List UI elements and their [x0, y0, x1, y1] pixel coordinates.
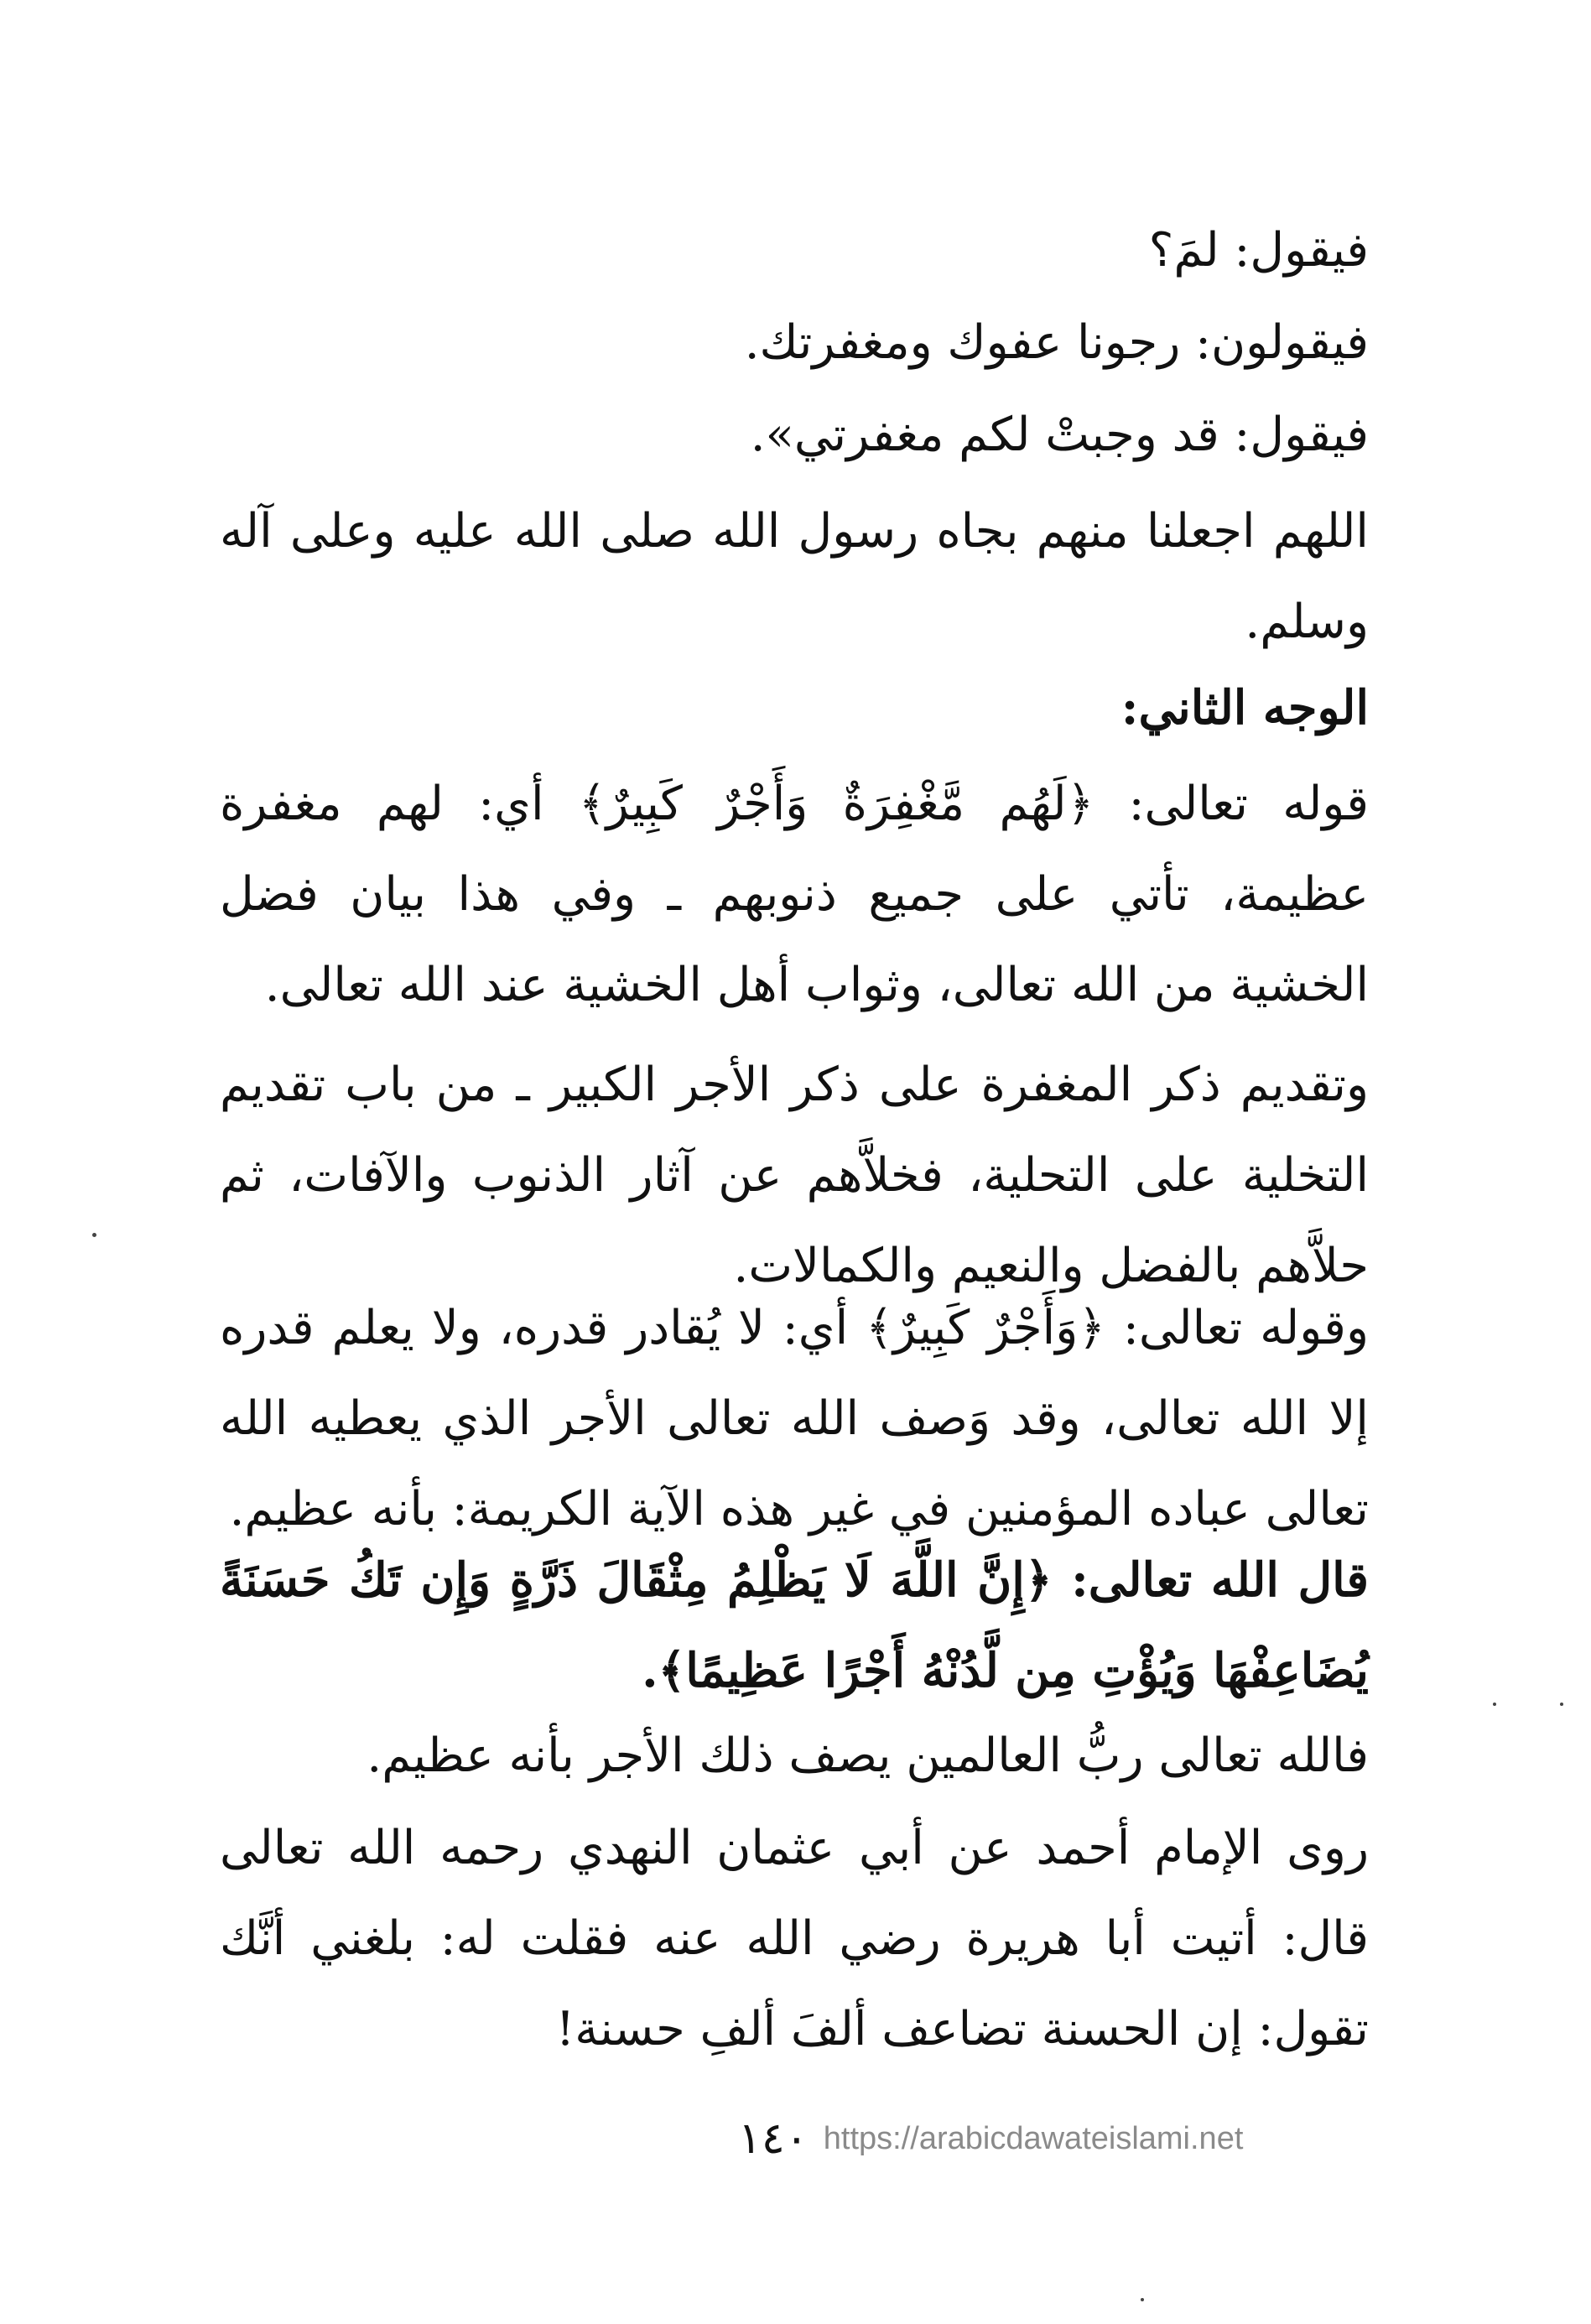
- page-number: ١٤٠: [738, 2113, 808, 2164]
- paragraph-6: وتقديم ذكر المغفرة على ذكر الأجر الكبير ـ من باب تقديم التخلية على التحلية، فخلاَّهم عن آثار الذنوب والآفات، ثم حلاَّهم بالفضل والنعيم والكمالات.: [220, 1058, 1369, 1293]
- paragraph-7: وقوله تعالى: ﴿وَأَجْرٌ كَبِيرٌ﴾ أي: لا يُقادر قدره، ولا يعلم قدره إلا الله تعالى، وقد وَصف الله تعالى الأجر الذي يعطيه الله تعالى عباده المؤمنين في غير هذه الآية الكريمة: بأنه عظيم.: [220, 1301, 1369, 1536]
- paragraph-9: روى الإمام أحمد عن أبي عثمان النهدي رحمه الله تعالى قال: أتيت أبا هريرة رضي الله عنه فقلت له: بلغني أنَّك تقول: إن الحسنة تضاعف ألفَ ألفِ حسنة!: [220, 1821, 1369, 2056]
- scan-speck: [1560, 1703, 1563, 1706]
- paragraph-8: فالله تعالى ربُّ العالمين يصف ذلك الأجر بأنه عظيم.: [367, 1729, 1369, 1783]
- paragraph-3: فيقول: قد وجبتْ لكم مغفرتي».: [750, 408, 1369, 462]
- website-link[interactable]: https://arabicdawateislami.net: [823, 2120, 1244, 2156]
- page-footer: [738, 2109, 1243, 2168]
- section-heading: الوجه الثاني:: [1120, 680, 1369, 736]
- paragraph-5: قوله تعالى: ﴿لَهُم مَّغْفِرَةٌ وَأَجْرٌ كَبِيرٌ﴾ أي: لهم مغفرة عظيمة، تأتي على جميع ذنوبهم ـ وفي هذا بيان فضل الخشية من الله تعالى، وثواب أهل الخشية عند الله تعالى.: [220, 777, 1369, 1012]
- paragraph-2: فيقولون: رجونا عفوك ومغفرتك.: [744, 315, 1369, 370]
- scan-speck: [92, 1233, 96, 1237]
- scan-speck: [1141, 2298, 1144, 2301]
- paragraph-4: اللهم اجعلنا منهم بجاه رسول الله صلى الله عليه وعلى آله وسلم.: [220, 504, 1369, 649]
- paragraph-1: فيقول: لمَ؟: [1148, 223, 1369, 278]
- scan-speck: [1493, 1703, 1496, 1706]
- quran-verse-paragraph: قال الله تعالى: ﴿إِنَّ اللَّهَ لَا يَظْلِمُ مِثْقَالَ ذَرَّةٍ وَإِن تَكُ حَسَنَةً يُضَاعِفْهَا وَيُؤْتِ مِن لَّدُنْهُ أَجْرًا عَظِيمًا﴾.: [220, 1552, 1369, 1698]
